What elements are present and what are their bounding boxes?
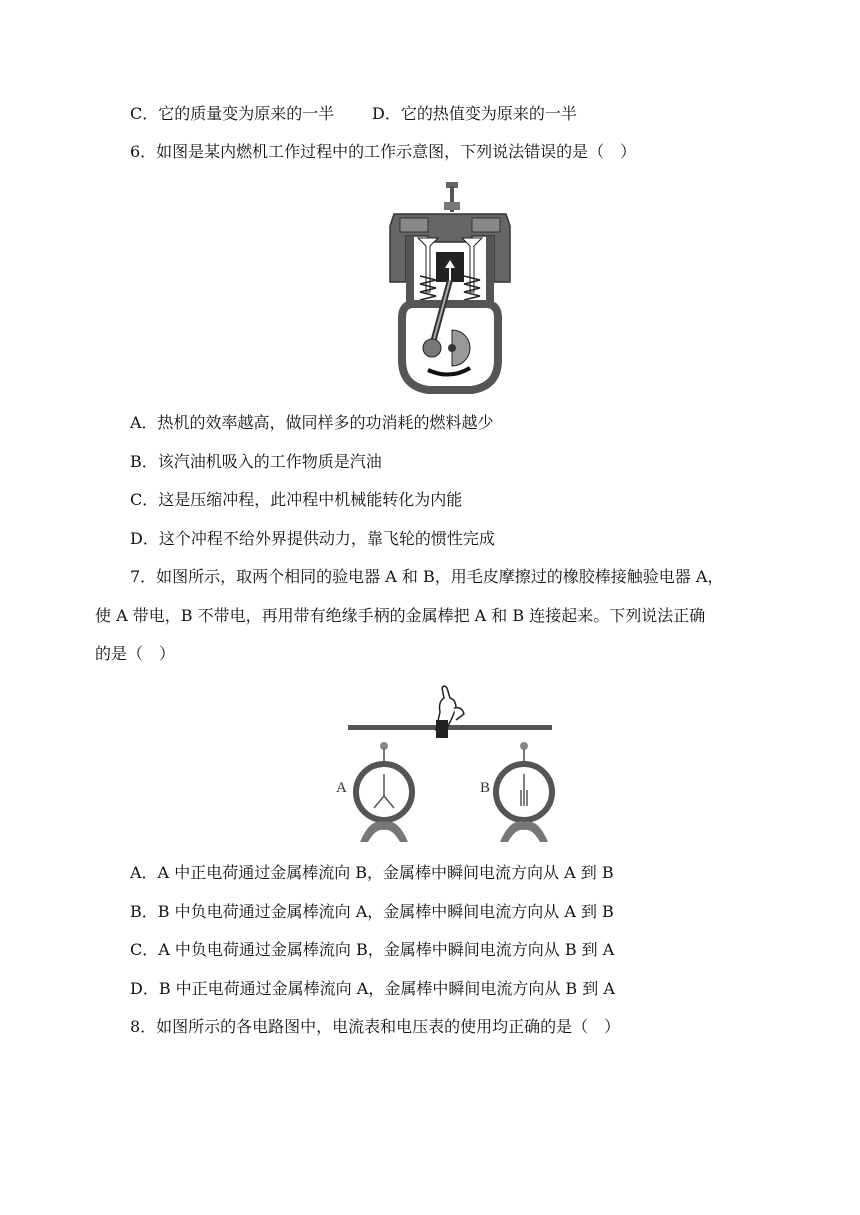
q7-option-d: D．B 中正电荷通过金属棒流向 A，金属棒中瞬间电流方向从 B 到 A <box>130 979 615 998</box>
q7-option-c: C．A 中负电荷通过金属棒流向 B，金属棒中瞬间电流方向从 B 到 A <box>130 940 615 959</box>
q7-option-a: A．A 中正电荷通过金属棒流向 B，金属棒中瞬间电流方向从 A 到 B <box>130 863 614 882</box>
q7-option-b: B．B 中负电荷通过金属棒流向 A，金属棒中瞬间电流方向从 A 到 B <box>130 902 614 921</box>
q7-stem-line-3: 的是（ ） <box>95 644 176 663</box>
q6-option-a: A．热机的效率越高，做同样多的功消耗的燃料越少 <box>130 413 494 432</box>
electroscope-label-a: A <box>336 780 347 796</box>
electroscope-diagram <box>330 682 560 847</box>
q6-option-c: C．这是压缩冲程，此冲程中机械能转化为内能 <box>130 490 463 509</box>
q7-stem-line-1: 7．如图所示，取两个相同的验电器 A 和 B，用毛皮摩擦过的橡胶棒接触验电器 A， <box>130 567 724 586</box>
engine-diagram <box>380 180 520 395</box>
q5-option-c: C．它的质量变为原来的一半 <box>130 104 335 123</box>
q6-option-b: B．该汽油机吸入的工作物质是汽油 <box>130 452 382 471</box>
q8-stem: 8．如图所示的各电路图中，电流表和电压表的使用均正确的是（ ） <box>130 1017 621 1036</box>
q5-option-d: D．它的热值变为原来的一半 <box>372 104 577 123</box>
q6-option-d: D．这个冲程不给外界提供动力，靠飞轮的惯性完成 <box>130 529 495 548</box>
q7-stem-line-2: 使 A 带电，B 不带电，再用带有绝缘手柄的金属棒把 A 和 B 连接起来。下列说法正确 <box>95 606 706 625</box>
q6-stem: 6．如图是某内燃机工作过程中的工作示意图，下列说法错误的是（ ） <box>130 142 637 161</box>
electroscope-label-b: B <box>480 780 491 796</box>
